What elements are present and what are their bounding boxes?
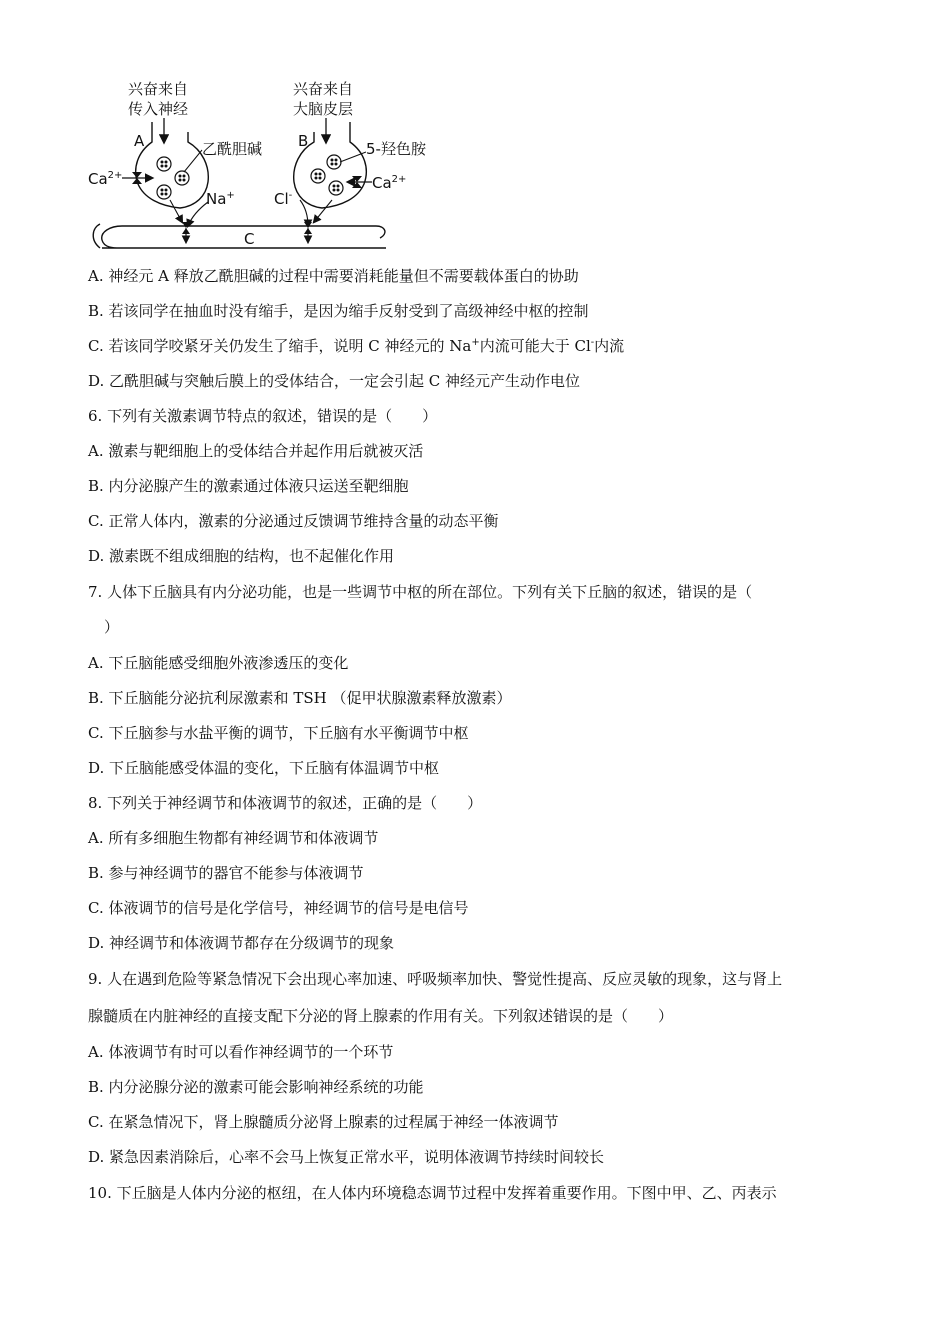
q8-stem: 8. 下列关于神经调节和体液调节的叙述，正确的是（ ）: [88, 794, 483, 812]
q7-option-c: C. 下丘脑参与水盐平衡的调节，下丘脑有水平衡调节中枢: [88, 724, 469, 742]
neuron-b-label: B: [298, 132, 309, 150]
q9-stem-line1: 9. 人在遇到危险等紧急情况下会出现心率加速、呼吸频率加快、警觉性提高、反应灵敏的现象，这与肾上: [88, 970, 783, 988]
q5-option-d: D. 乙酰胆碱与突触后膜上的受体结合，一定会引起 C 神经元产生动作电位: [88, 372, 581, 390]
q6-option-d: D. 激素既不组成细胞的结构，也不起催化作用: [88, 547, 395, 565]
q8-option-d: D. 神经调节和体液调节都存在分级调节的现象: [88, 934, 395, 952]
synapse-diagram: [86, 76, 446, 256]
left-header-line2: 传入神经: [128, 100, 189, 118]
q5-c-sup2: -: [590, 337, 595, 348]
q9-option-d: D. 紧急因素消除后，心率不会马上恢复正常水平，说明体液调节持续时间较长: [88, 1148, 605, 1166]
ca-right-label: $Ca^{2+}$: [372, 174, 407, 192]
q8-option-b: B. 参与神经调节的器官不能参与体液调节: [88, 864, 364, 882]
q5-c-part3: 内流: [594, 337, 625, 355]
q5-option-c: [88, 336, 624, 356]
left-header-line1: 兴奋来自: [128, 80, 189, 98]
right-header-line1: 兴奋来自: [293, 80, 354, 98]
q6-stem: 6. 下列有关激素调节特点的叙述，错误的是（ ）: [88, 407, 438, 425]
q8-option-a: A. 所有多细胞生物都有神经调节和体液调节: [88, 829, 379, 847]
q8-option-c: C. 体液调节的信号是化学信号，神经调节的信号是电信号: [88, 899, 469, 917]
q6-option-b: B. 内分泌腺产生的激素通过体液只运送至靶细胞: [88, 477, 409, 495]
q7-option-b: B. 下丘脑能分泌抗利尿激素和 TSH （促甲状腺激素释放激素）: [88, 689, 512, 707]
neuron-a-label: A: [134, 132, 145, 150]
q5-c-sup1: +: [471, 337, 480, 348]
q5-option-a: A. 神经元 A 释放乙酰胆碱的过程中需要消耗能量但不需要载体蛋白的协助: [88, 267, 579, 285]
q9-option-c: C. 在紧急情况下，肾上腺髓质分泌肾上腺素的过程属于神经一体液调节: [88, 1113, 559, 1131]
q9-option-a: A. 体液调节有时可以看作神经调节的一个环节: [88, 1043, 394, 1061]
q6-option-a: A. 激素与靶细胞上的受体结合并起作用后就被灭活: [88, 442, 424, 460]
q7-stem: 7. 人体下丘脑具有内分泌功能，也是一些调节中枢的所在部位。下列有关下丘脑的叙述，错误的是（: [88, 583, 753, 601]
q9-option-b: B. 内分泌腺分泌的激素可能会影响神经系统的功能: [88, 1078, 424, 1096]
cl-label: Cl-: [274, 190, 293, 208]
na-label: Na+: [206, 190, 235, 208]
q9-stem-line2: 腺髓质在内脏神经的直接支配下分泌的肾上腺素的作用有关。下列叙述错误的是（ ）: [88, 1007, 674, 1025]
q5-c-part1: C. 若该同学咬紧牙关仍发生了缩手，说明 C 神经元的 Na: [88, 337, 472, 355]
q7-stem-continued: ）: [104, 618, 120, 636]
neuron-c-label: C: [244, 230, 255, 248]
q7-option-a: A. 下丘脑能感受细胞外液渗透压的变化: [88, 654, 349, 672]
ca-left-label: $Ca^{2+}$: [88, 170, 123, 188]
right-header-line2: 大脑皮层: [293, 100, 354, 118]
q5-c-part2: 内流可能大于 Cl: [479, 337, 591, 355]
neuron-a-terminal: [136, 122, 209, 208]
acetylcholine-label: 乙酰胆碱: [202, 140, 263, 158]
serotonin-label: 5-羟色胺: [366, 140, 426, 158]
q6-option-c: C. 正常人体内，激素的分泌通过反馈调节维持含量的动态平衡: [88, 512, 499, 530]
q10-stem-line1: 10. 下丘脑是人体内分泌的枢纽，在人体内环境稳态调节过程中发挥着重要作用。下图中甲、乙、丙表示: [88, 1184, 777, 1202]
q5-option-b: B. 若该同学在抽血时没有缩手，是因为缩手反射受到了高级神经中枢的控制: [88, 302, 589, 320]
q7-option-d: D. 下丘脑能感受体温的变化，下丘脑有体温调节中枢: [88, 759, 440, 777]
